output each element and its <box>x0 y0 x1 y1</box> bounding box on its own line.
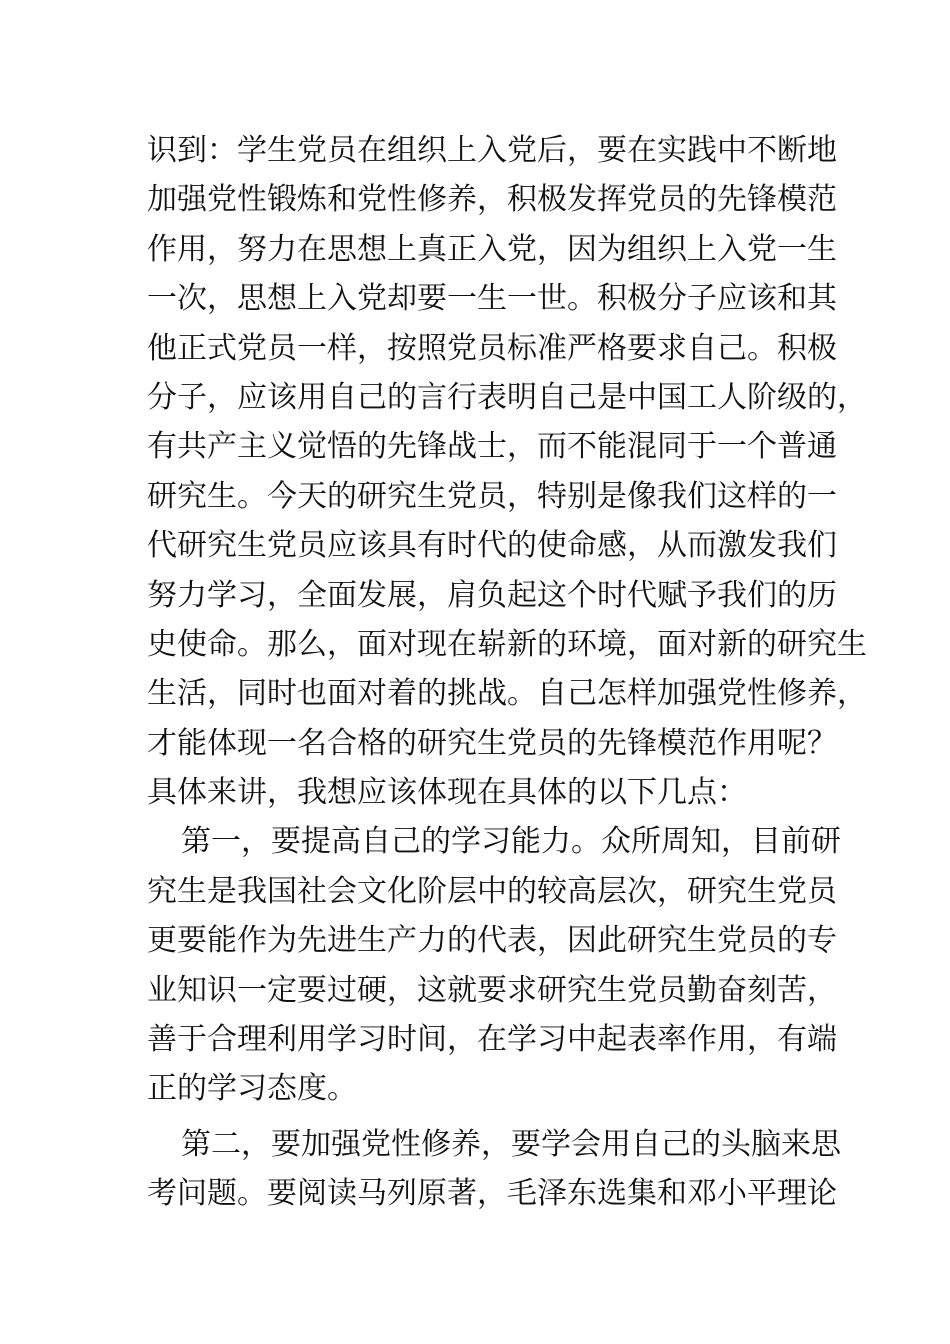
text-line: 更要能作为先进生产力的代表，因此研究生党员的专 <box>147 923 837 959</box>
text-line: 业知识一定要过硬，这就要求研究生党员勤奋刻苦， <box>147 972 837 1008</box>
text-line: 才能体现一名合格的研究生党员的先锋模范作用呢？ <box>147 725 837 761</box>
text-line: 识到：学生党员在组织上入党后，要在实践中不断地 <box>147 133 837 168</box>
paragraph-first-line: 第一，要提高自己的学习能力。众所周知，目前研 <box>181 824 841 860</box>
text-line: 生活，同时也面对着的挑战。自己怎样加强党性修养， <box>147 676 867 712</box>
text-line: 具体来讲，我想应该体现在具体的以下几点： <box>147 775 747 811</box>
body-text <box>147 126 867 1219</box>
text-line: 究生是我国社会文化阶层中的较高层次，研究生党员 <box>147 873 837 909</box>
text-line: 考问题。要阅读马列原著，毛泽东选集和邓小平理论 <box>147 1176 837 1212</box>
paragraph-first-line: 第二，要加强党性修养，要学会用自己的头脑来思 <box>181 1126 841 1162</box>
text-line: 有共产主义觉悟的先锋战士，而不能混同于一个普通 <box>147 429 837 465</box>
text-line: 一次，思想上入党却要一生一世。积极分子应该和其 <box>147 281 837 317</box>
text-line: 善于合理利用学习时间，在学习中起表率作用，有端 <box>147 1022 837 1058</box>
text-line: 史使命。那么，面对现在崭新的环境，面对新的研究生 <box>147 626 867 662</box>
text-line: 分子，应该用自己的言行表明自己是中国工人阶级的， <box>147 379 867 415</box>
text-line: 加强党性锻炼和党性修养，积极发挥党员的先锋模范 <box>147 182 837 218</box>
text-line: 研究生。今天的研究生党员，特别是像我们这样的一 <box>147 478 837 514</box>
text-line: 他正式党员一样，按照党员标准严格要求自己。积极 <box>147 330 837 366</box>
text-line: 代研究生党员应该具有时代的使命感，从而激发我们 <box>147 528 837 564</box>
text-line: 努力学习，全面发展，肩负起这个时代赋予我们的历 <box>147 577 837 613</box>
text-line: 正的学习态度。 <box>147 1071 357 1107</box>
text-line: 作用，努力在思想上真正入党，因为组织上入党一生 <box>147 231 837 267</box>
